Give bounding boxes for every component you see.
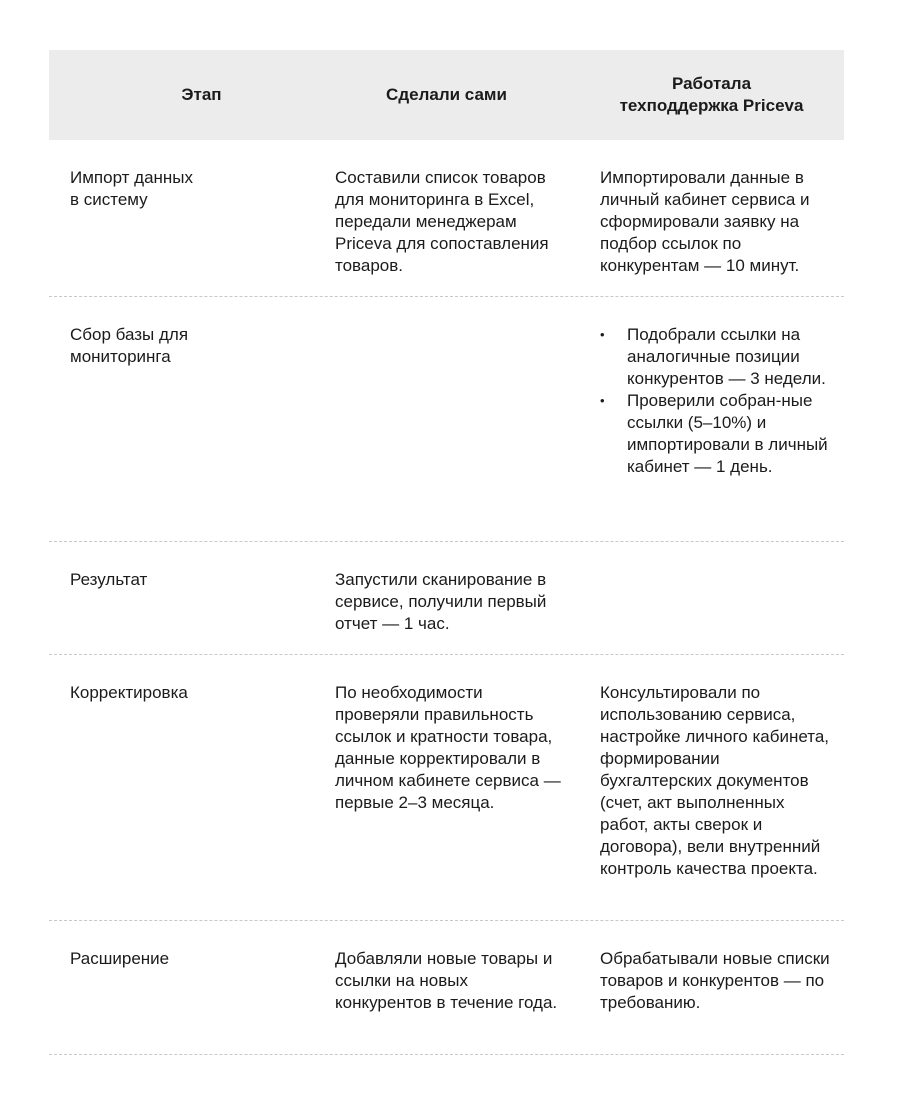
stage-cell: Корректировка xyxy=(70,683,188,702)
support-list xyxy=(600,324,832,478)
table-row xyxy=(49,140,844,297)
list-item: • Подобрали ссылки на аналогичные позиции конкурентов — 3 недели. xyxy=(600,324,832,390)
comparison-table xyxy=(49,50,844,1055)
table-row xyxy=(49,655,844,921)
self-cell: Добавляли новые товары и ссылки на новых конкурентов в течение года. xyxy=(335,949,558,1012)
header-self: Сделали сами xyxy=(386,85,507,104)
header-stage: Этап xyxy=(181,85,222,104)
self-cell: По необходимости проверяли правильность ссылок и кратности товара, данные корректировали в личном кабинете сервиса — первые 2–3 месяца. xyxy=(335,683,561,812)
stage-cell: Результат xyxy=(70,570,148,589)
self-cell xyxy=(314,297,579,541)
list-item: • Проверили собран-ные ссылки (5–10%) и импортировали в личный кабинет — 1 день. xyxy=(600,390,832,478)
support-cell xyxy=(579,297,844,541)
stage-cell: Импорт данных в систему xyxy=(70,168,194,209)
support-cell: Обрабатывали новые списки товаров и конкурентов — по требованию. xyxy=(600,949,830,1012)
support-cell xyxy=(579,542,844,654)
table-row xyxy=(49,542,844,655)
support-cell: Импортировали данные в личный кабинет сервиса и сформировали заявку на подбор ссылок по конкурентам — 10 минут. xyxy=(600,168,810,275)
table-row xyxy=(49,297,844,542)
header-support: Работала техподдержка Priceva xyxy=(619,74,804,115)
support-cell: Консультировали по использованию сервиса, настройке личного кабинета, формировании бухгалтерских документов (счет, акт выполненных работ, акты сверок и договора), вели внутренний контроль качества проекта. xyxy=(600,683,830,878)
stage-cell: Сбор базы для мониторинга xyxy=(70,325,189,366)
self-cell: Запустили сканирование в сервисе, получили первый отчет — 1 час. xyxy=(335,570,547,633)
self-cell: Составили список товаров для мониторинга в Excel, передали менеджерам Priceva для сопоставления товаров. xyxy=(335,168,549,275)
stage-cell: Расширение xyxy=(70,949,170,968)
table-row xyxy=(49,921,844,1055)
table-header xyxy=(49,50,844,140)
